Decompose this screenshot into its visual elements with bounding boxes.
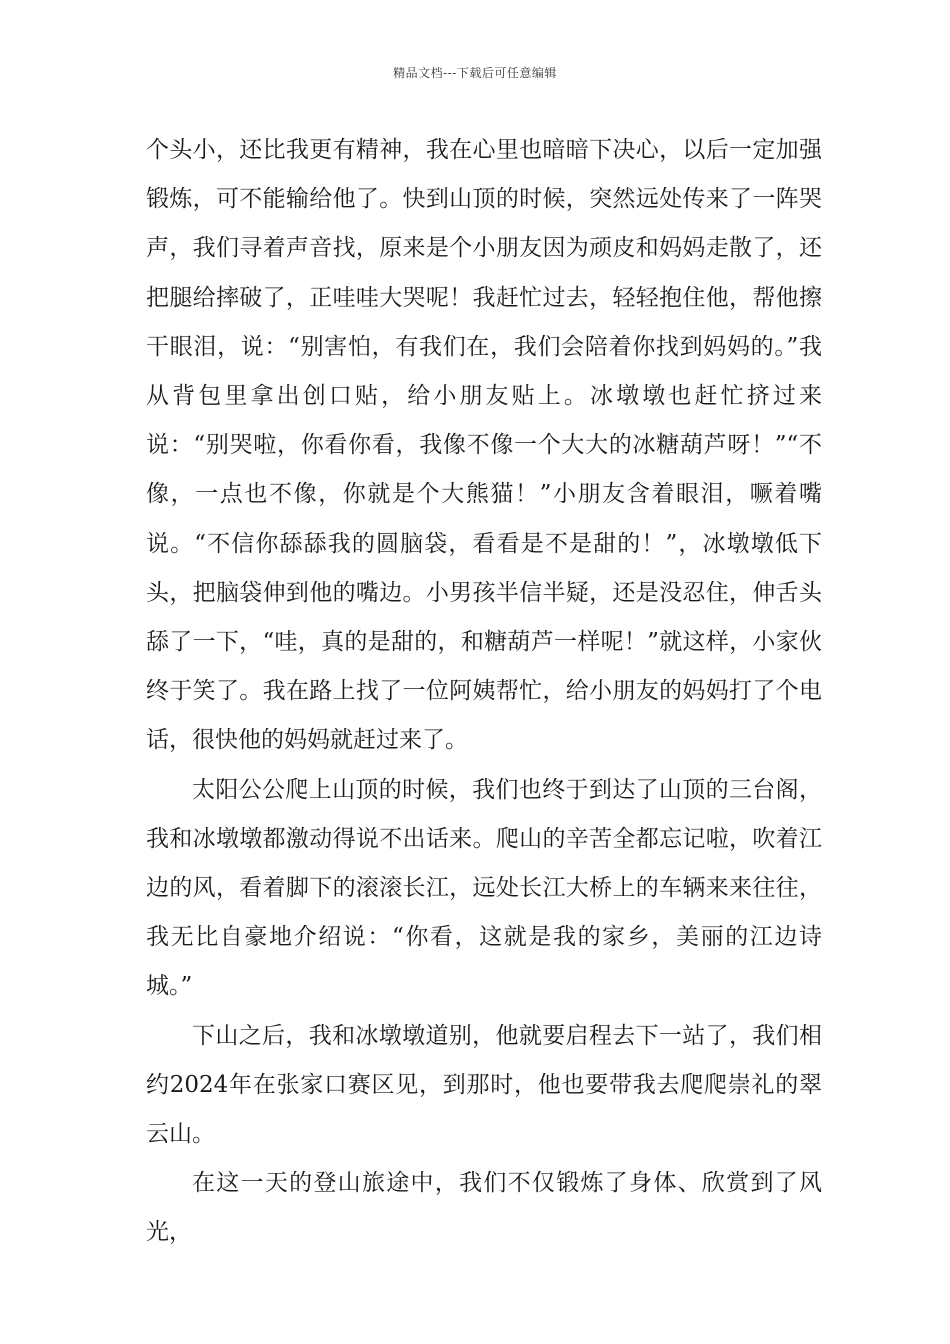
paragraph-conclusion: 在这一天的登山旅途中，我们不仅锻炼了身体、欣赏到了风光， — [146, 1170, 822, 1246]
document-body — [146, 126, 822, 1258]
page-header: 精品文档---下载后可任意编辑 — [393, 66, 557, 80]
paragraph-summit: 太阳公公爬上山顶的时候，我们也终于到达了山顶的三台阁，我和冰墩墩都激动得说不出话来。爬山的辛苦全都忘记啦，吹着江边的风，看着脚下的滚滚长江，远处长江大桥上的车辆来来往往，我无比自豪地介绍说：“你看，这就是我的家乡，美丽的江边诗城。” — [146, 776, 822, 1000]
paragraph-continued: 个头小，还比我更有精神，我在心里也暗暗下决心，以后一定加强锻炼，可不能输给他了。快到山顶的时候，突然远处传来了一阵哭声，我们寻着声音找，原来是个小朋友因为顽皮和妈妈走散了，还把腿给摔破了，正哇哇大哭呢！我赶忙过去，轻轻抱住他，帮他擦干眼泪，说：“别害怕，有我们在，我们会陪着你找到妈妈的。”我从背包里拿出创口贴，给小朋友贴上。冰墩墩也赶忙挤过来说：“别哭啦，你看你看，我像不像一个大大的冰糖葫芦呀！”“不像，一点也不像，你就是个大熊猫！”小朋友含着眼泪，噘着嘴说。“不信你舔舔我的圆脑袋，看看是不是甜的！”，冰墩墩低下头，把脑袋伸到他的嘴边。小男孩半信半疑，还是没忍住，伸舌头舔了一下，“哇，真的是甜的，和糖葫芦一样呢！”就这样，小家伙终于笑了。我在路上找了一位阿姨帮忙，给小朋友的妈妈打了个电话，很快他的妈妈就赶过来了。 — [146, 137, 822, 754]
paragraph-farewell: 下山之后，我和冰墩墩道别，他就要启程去下一站了，我们相约2024年在张家口赛区见，到那时，他也要带我去爬爬崇礼的翠云山。 — [146, 1022, 822, 1148]
